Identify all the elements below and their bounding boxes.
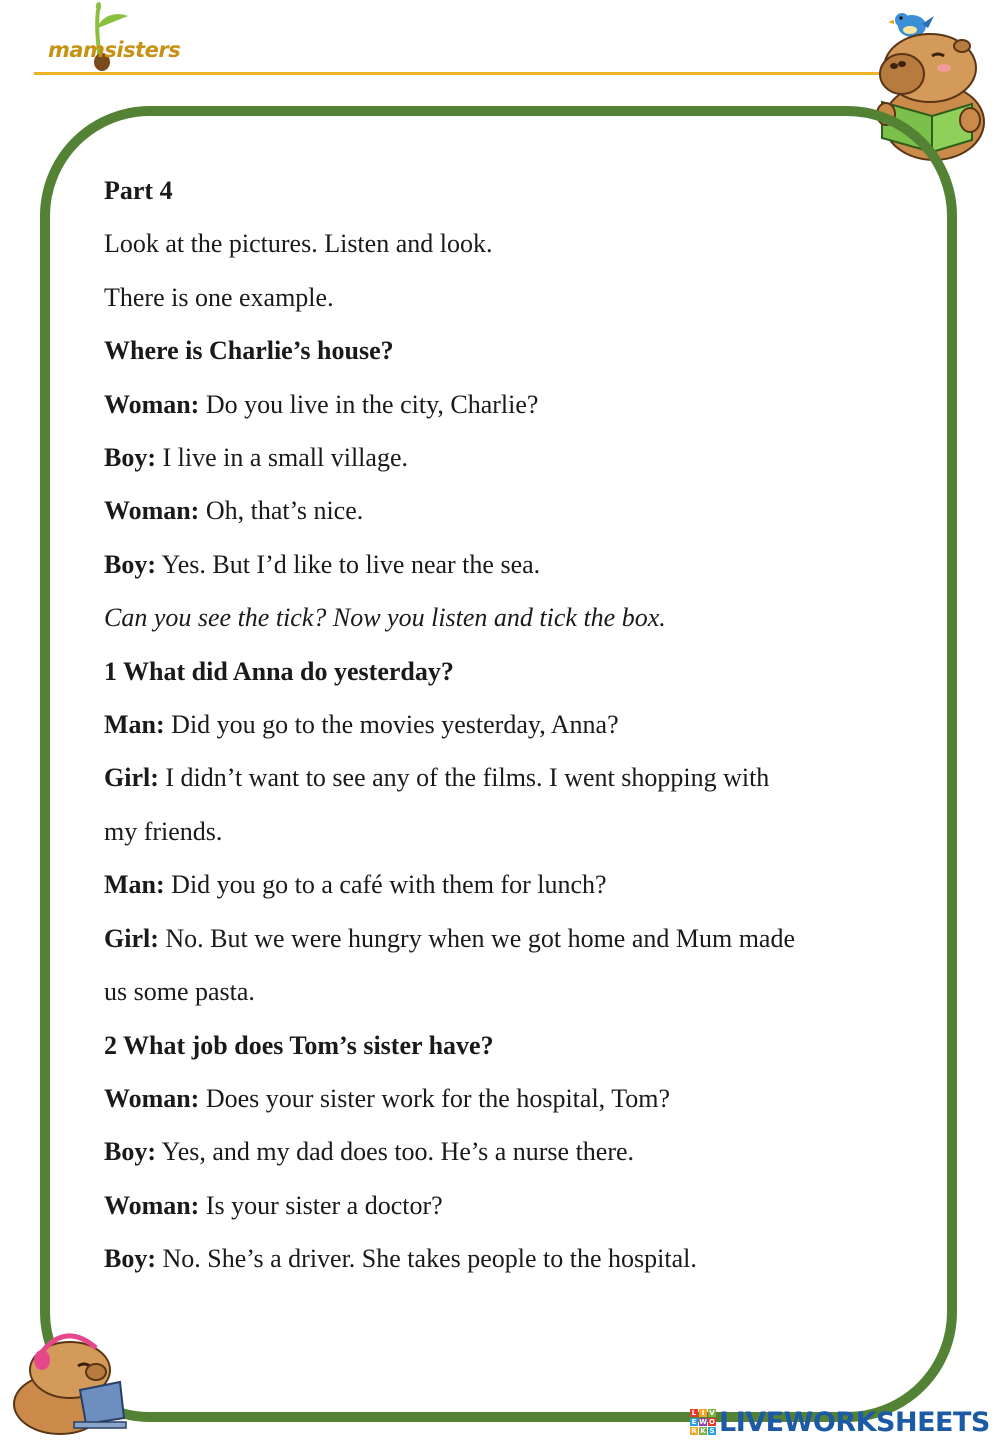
dialogue-text: No. She’s a driver. She takes people to the hospital. (156, 1244, 697, 1274)
dialogue-text: Did you go to the movies yesterday, Anna? (164, 710, 619, 740)
dialogue-line (104, 1072, 924, 1125)
example-question: Where is Charlie’s house? (104, 336, 394, 366)
question-title: 1 What did Anna do yesterday? (104, 656, 454, 686)
speaker-label: Woman: (104, 1083, 200, 1113)
dialogue-text: No. But we were hungry when we got home and Mum made (158, 923, 796, 953)
dialogue-line (104, 1179, 924, 1232)
dialogue-line (104, 484, 924, 537)
capybara-laptop-icon (8, 1322, 128, 1436)
dialogue-text: Yes, and my dad does too. He’s a nurse there. (156, 1137, 635, 1167)
speaker-label: Girl: (104, 763, 159, 793)
dialogue-text: Oh, that’s nice. (199, 496, 364, 526)
grid-letter: I (699, 1409, 707, 1417)
dialogue-line (104, 698, 924, 751)
dialogue-text: Is your sister a doctor? (199, 1190, 443, 1220)
dialogue-line (104, 1232, 924, 1285)
dialogue-text: I didn’t want to see any of the films. I went shopping with (158, 763, 770, 793)
speaker-label: Boy: (104, 1137, 156, 1167)
speaker-label: Man: (104, 870, 165, 900)
grid-letter: K (700, 1427, 706, 1435)
speaker-label: Girl: (104, 923, 159, 953)
grid-letter: O (709, 1418, 715, 1426)
grid-letter: R (691, 1427, 697, 1435)
question-title: 2 What job does Tom’s sister have? (104, 1030, 494, 1060)
speaker-label: Woman: (104, 1190, 200, 1220)
dialogue-continuation: us some pasta. (104, 977, 255, 1007)
header-divider (34, 72, 884, 75)
dialogue-line (104, 858, 924, 911)
transcript (104, 164, 924, 1286)
speaker-label: Boy: (104, 443, 156, 473)
dialogue-line (104, 751, 924, 804)
liveworksheets-logo[interactable] (690, 1404, 990, 1440)
instruction-line: Look at the pictures. Listen and look. (104, 229, 493, 259)
liveworksheets-brand: LIVEWORKSHEETS (719, 1406, 990, 1438)
speaker-label: Man: (104, 710, 165, 740)
dialogue-text: Did you go to a café with them for lunch? (164, 870, 607, 900)
dialogue-line (104, 378, 924, 431)
part-title: Part 4 (104, 176, 173, 205)
dialogue-continuation: my friends. (104, 816, 223, 846)
liveworksheets-grid-icon (690, 1409, 716, 1435)
dialogue-line (104, 912, 924, 965)
grid-letter: V (709, 1409, 715, 1417)
speaker-label: Boy: (104, 549, 156, 579)
tick-instruction: Can you see the tick? Now you listen and tick the box. (104, 603, 666, 633)
dialogue-text: I live in a small village. (156, 443, 408, 473)
dialogue-text: Yes. But I’d like to live near the sea. (156, 549, 541, 579)
dialogue-text: Do you live in the city, Charlie? (199, 389, 539, 419)
dialogue-text: Does your sister work for the hospital, Tom? (199, 1083, 671, 1113)
speaker-label: Woman: (104, 389, 200, 419)
dialogue-line (104, 431, 924, 484)
grid-letter: L (691, 1409, 697, 1417)
logo-text: mamsisters (48, 38, 181, 62)
dialogue-line (104, 538, 924, 591)
speaker-label: Woman: (104, 496, 200, 526)
instruction-line: There is one example. (104, 282, 334, 312)
grid-letter: S (709, 1427, 715, 1435)
grid-letter: E (691, 1418, 697, 1426)
grid-letter: W (699, 1418, 707, 1426)
dialogue-line (104, 1125, 924, 1178)
speaker-label: Boy: (104, 1244, 156, 1274)
